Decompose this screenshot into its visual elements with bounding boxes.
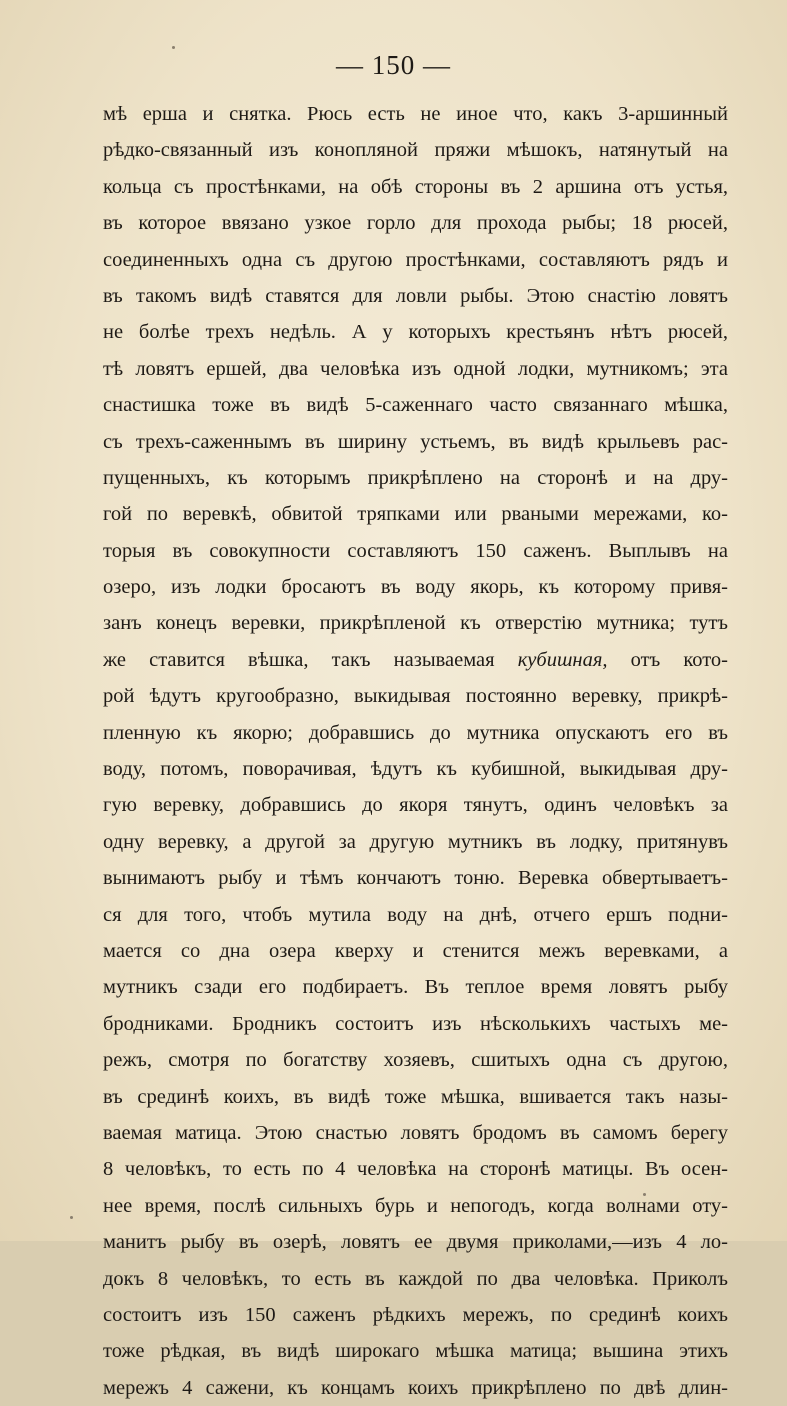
text-line: пленную къ якорю; добравшись до мутника опускаютъ его въ [103, 721, 728, 744]
text-line: въ такомъ видѣ ставятся для ловли рыбы. Этою снастію ловятъ [103, 284, 728, 307]
text-line: съ трехъ-саженнымъ въ ширину устьемъ, въ видѣ крыльевъ рас- [103, 430, 728, 453]
text-line: снастишка тоже въ видѣ 5-саженнаго часто связаннаго мѣшка, [103, 394, 728, 417]
text-line: гую веревку, добравшись до якоря тянутъ, одинъ человѣкъ за [103, 794, 728, 817]
text-line: нее время, послѣ сильныхъ бурь и непогодъ, когда волнами оту- [103, 1194, 728, 1217]
text-line: въ срединѣ коихъ, въ видѣ тоже мѣшка, вшивается такъ назы- [103, 1085, 728, 1108]
text-line: тоже рѣдкая, въ видѣ широкаго мѣшка матица; вышина этихъ [103, 1340, 728, 1363]
page-number: — 150 — [336, 50, 451, 80]
text-line: гой по веревкѣ, обвитой тряпками или рваными мережами, ко- [103, 503, 728, 526]
text-line: манитъ рыбу въ озерѣ, ловятъ ее двумя приколами,—изъ 4 ло- [103, 1231, 728, 1254]
text-line: вынимаютъ рыбу и тѣмъ кончаютъ тоню. Веревка обвертываетъ- [103, 867, 728, 890]
text-line: занъ конецъ веревки, прикрѣпленой къ отверстію мутника; тутъ [103, 612, 728, 635]
text-line: рой ѣдутъ кругообразно, выкидывая постоянно веревку, прикрѣ- [103, 685, 728, 708]
text-run: отъ кото- [607, 648, 728, 671]
text-line: рѣдко-связанный изъ конопляной пряжи мѣшокъ, натянутый на [103, 139, 728, 162]
paper-speck [172, 46, 175, 49]
text-line: кольца съ простѣнками, на обѣ стороны въ 2 аршина отъ устья, [103, 175, 728, 198]
text-run: же ставится вѣшка, такъ называемая [103, 648, 518, 671]
text-line: торыя въ совокупности составляютъ 150 саженъ. Выплывъ на [103, 539, 728, 562]
text-line: пущенныхъ, къ которымъ прикрѣплено на сторонѣ и на дру- [103, 466, 728, 489]
text-line: озеро, изъ лодки бросаютъ въ воду якорь, къ которому привя- [103, 576, 728, 599]
text-line-with-italic [103, 642, 728, 678]
paper-speck [70, 1216, 73, 1219]
page-body-text [103, 96, 728, 1406]
text-line: ся для того, чтобъ мутила воду на днѣ, отчего ершъ подни- [103, 903, 728, 926]
text-line: режъ, смотря по богатству хозяевъ, сшитыхъ одна съ другою, [103, 1049, 728, 1072]
text-line: мутникъ сзади его подбираетъ. Въ теплое время ловятъ рыбу [103, 976, 728, 999]
italic-term: кубишная, [517, 648, 608, 671]
text-line: мережъ 4 сажени, къ концамъ коихъ прикрѣплено по двѣ длин- [103, 1376, 728, 1399]
text-line: ваемая матица. Этою снастью ловятъ бродомъ въ самомъ берегу [103, 1121, 728, 1144]
text-line: одну веревку, а другой за другую мутникъ въ лодку, притянувъ [103, 830, 728, 853]
text-line: воду, потомъ, поворачивая, ѣдутъ къ кубишной, выкидывая дру- [103, 758, 728, 781]
text-line: мается со дна озера кверху и стенится межъ веревками, а [103, 939, 728, 962]
text-line: 8 человѣкъ, то есть по 4 человѣка на сторонѣ матицы. Въ осен- [103, 1158, 728, 1181]
text-line: въ которое ввязано узкое горло для прохода рыбы; 18 рюсей, [103, 212, 728, 235]
text-line: докъ 8 человѣкъ, то есть въ каждой по два человѣка. Приколъ [103, 1267, 728, 1290]
text-line: соединенныхъ одна съ другою простѣнками, составляютъ рядъ и [103, 248, 728, 271]
text-line: не болѣе трехъ недѣль. А у которыхъ крестьянъ нѣтъ рюсей, [103, 321, 728, 344]
text-line: мѣ ерша и снятка. Рюсь есть не иное что, какъ 3-аршинный [103, 103, 728, 125]
text-line: бродниками. Бродникъ состоитъ изъ нѣсколькихъ частыхъ ме- [103, 1012, 728, 1035]
text-line: состоитъ изъ 150 саженъ рѣдкихъ мережъ, по срединѣ коихъ [103, 1303, 728, 1326]
text-line: тѣ ловятъ ершей, два человѣка изъ одной лодки, мутникомъ; эта [103, 357, 728, 380]
